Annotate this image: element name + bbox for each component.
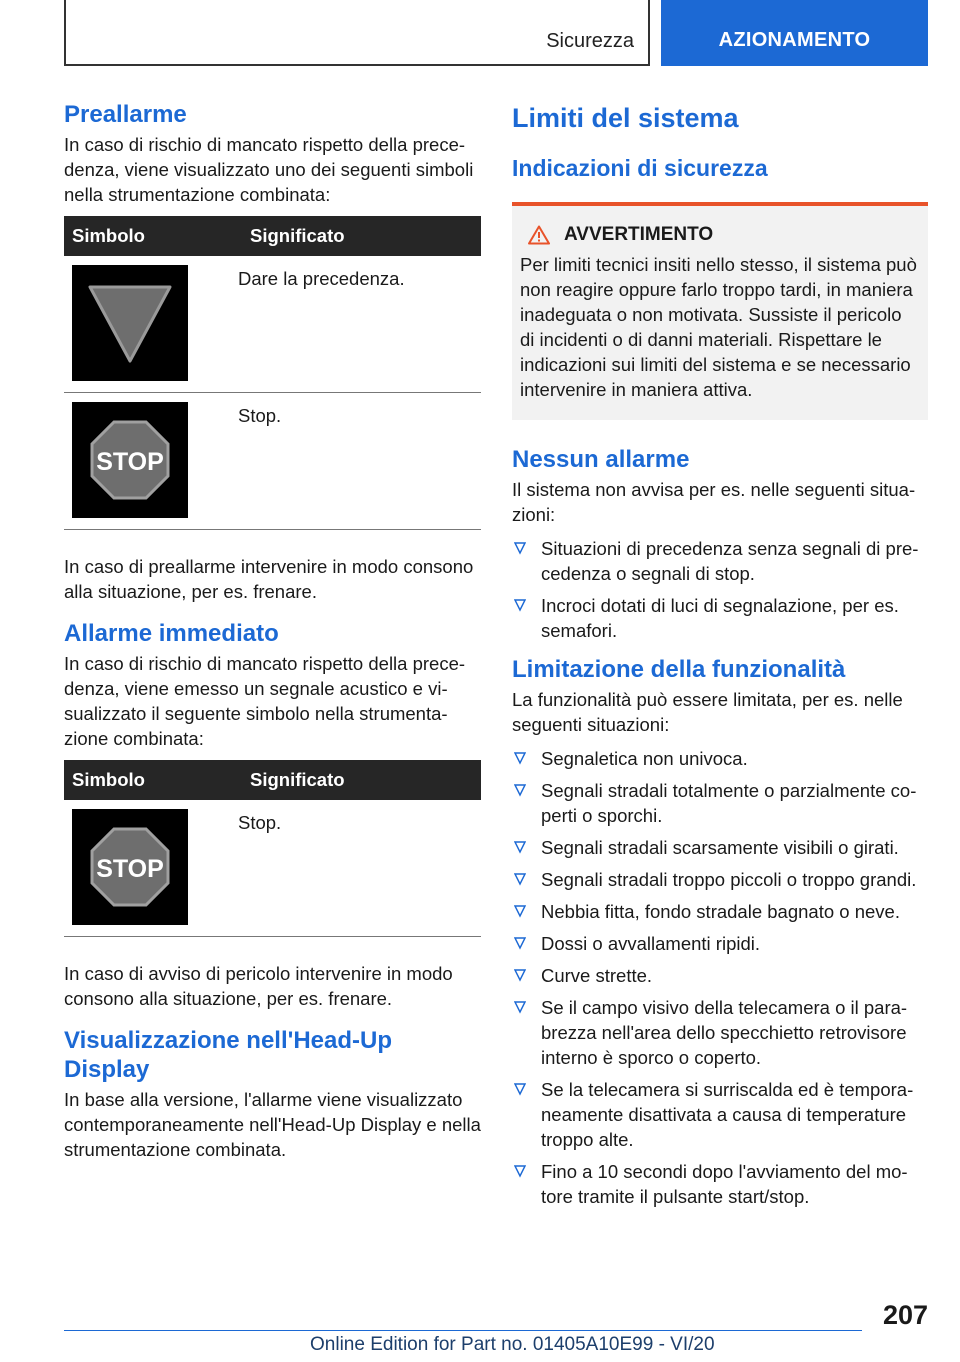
table-row: [64, 256, 481, 393]
bullet-triangle-icon: [514, 598, 526, 612]
no-alarm-list: [512, 536, 928, 643]
list-item: Fino a 10 secondi dopo l'avviamento del motore tramite il pulsante start/stop.: [512, 1159, 928, 1209]
col-symbol-header: Simbolo: [64, 760, 238, 800]
table-row: [64, 393, 481, 530]
bullet-triangle-icon: [514, 751, 526, 765]
stop-sign-icon: [72, 809, 188, 925]
list-item: Incroci dotati di luci di segnalazione, per es. semafori.: [512, 593, 928, 643]
no-alarm-heading: Nessun allarme: [512, 446, 690, 473]
immediate-alarm-after: In caso di avviso di pericolo intervenire in modo consono alla situazione, per es. frenare.: [64, 963, 453, 1009]
bullet-triangle-icon: [514, 1164, 526, 1178]
list-item: Se la telecamera si surriscalda ed è temporaneamente disattivata a causa di temperature troppo alte.: [512, 1077, 928, 1152]
chapter-label: AZIONAMENTO: [718, 29, 871, 51]
meaning-text: Dare la precedenza.: [238, 256, 481, 393]
list-item: Segnali stradali totalmente o parzialmente coperti o sporchi.: [512, 778, 928, 828]
stop-sign-text: STOP: [96, 448, 164, 476]
prealarm-intro: In caso di rischio di mancato rispetto della precedenza, viene visualizzato uno dei seguenti simboli nella strumentazione combinata:: [64, 134, 474, 205]
prealarm-heading: Preallarme: [64, 101, 187, 128]
immediate-alarm-heading: Allarme immediato: [64, 620, 279, 647]
page-header: [64, 0, 928, 66]
bullet-triangle-icon: [514, 783, 526, 797]
bullet-triangle-icon: [514, 936, 526, 950]
list-item: Curve strette.: [512, 963, 928, 988]
immediate-alarm-intro: In caso di rischio di mancato rispetto della precedenza, viene emesso un segnale acustico e visualizzato il seguente simbolo nella strumentazione combinata:: [64, 653, 466, 749]
warning-triangle-icon: [528, 225, 550, 245]
stop-sign-text: STOP: [96, 855, 164, 883]
col-meaning-header: Significato: [238, 216, 481, 256]
col-meaning-header: Significato: [238, 760, 481, 800]
bullet-triangle-icon: [514, 872, 526, 886]
warning-label: AVVERTIMENTO: [564, 224, 714, 245]
hud-heading: Visualizzazione nell'Head-Up Display: [64, 1027, 393, 1083]
section-label: Sicurezza: [546, 30, 634, 52]
bullet-triangle-icon: [514, 541, 526, 555]
list-item: Nebbia fitta, fondo stradale bagnato o neve.: [512, 899, 928, 924]
table-header: [64, 216, 481, 256]
safety-notes-heading: Indicazioni di sicurezza: [512, 155, 768, 181]
bullet-triangle-icon: [514, 1000, 526, 1014]
section-tab: [64, 0, 650, 66]
right-column: [512, 100, 928, 1216]
meaning-text: Stop.: [238, 800, 481, 937]
prealarm-after: In caso di preallarme intervenire in modo consono alla situazione, per es. frenare.: [64, 556, 474, 602]
warning-box: [512, 202, 928, 420]
left-column: [64, 100, 481, 1162]
bullet-triangle-icon: [514, 1082, 526, 1096]
stop-sign-icon: [72, 402, 188, 518]
table-row: [64, 800, 481, 937]
col-symbol-header: Simbolo: [64, 216, 238, 256]
list-item: Se il campo visivo della telecamera o il parabrezza nell'area dello specchietto retrovisore interno è sporco o coperto.: [512, 995, 928, 1070]
prealarm-symbol-table: [64, 216, 481, 530]
list-item: Segnali stradali scarsamente visibili o girati.: [512, 835, 928, 860]
list-item: Dossi o avvallamenti ripidi.: [512, 931, 928, 956]
bullet-triangle-icon: [514, 840, 526, 854]
page-number: 207: [882, 1300, 928, 1330]
limitation-heading: Limitazione della funzionalità: [512, 656, 846, 683]
yield-sign-icon: [72, 265, 188, 381]
chapter-tab[interactable]: [661, 0, 928, 66]
limitation-list: [512, 746, 928, 1209]
immediate-symbol-table: [64, 760, 481, 937]
bullet-triangle-icon: [514, 968, 526, 982]
list-item: Segnaletica non univoca.: [512, 746, 928, 771]
footer-divider: [64, 1330, 862, 1331]
table-header: [64, 760, 481, 800]
list-item: Segnali stradali troppo piccoli o troppo grandi.: [512, 867, 928, 892]
limitation-intro: La funzionalità può essere limitata, per es. nelle seguenti situazioni:: [512, 689, 903, 735]
warning-text: Per limiti tecnici insiti nello stesso, il sistema può non reagire oppure farlo troppo tardi, in maniera inadeguata o non motivata. Sussiste il pericolo di incidenti o di danni materiali. Rispettare le indicazioni sui limiti del sistema e se necessario intervenire in maniera attiva.: [520, 254, 917, 400]
no-alarm-intro: Il sistema non avvisa per es. nelle seguenti situazioni:: [512, 479, 916, 525]
hud-text: In base alla versione, l'allarme viene visualizzato contemporaneamente nell'Head-Up Display e nella strumentazione combinata.: [64, 1089, 481, 1160]
edition-text[interactable]: Online Edition for Part no. 01405A10E99 - VI/20: [310, 1334, 715, 1355]
list-item: Situazioni di precedenza senza segnali di precedenza o segnali di stop.: [512, 536, 928, 586]
meaning-text: Stop.: [238, 393, 481, 530]
bullet-triangle-icon: [514, 904, 526, 918]
system-limits-heading: Limiti del sistema: [512, 103, 739, 133]
